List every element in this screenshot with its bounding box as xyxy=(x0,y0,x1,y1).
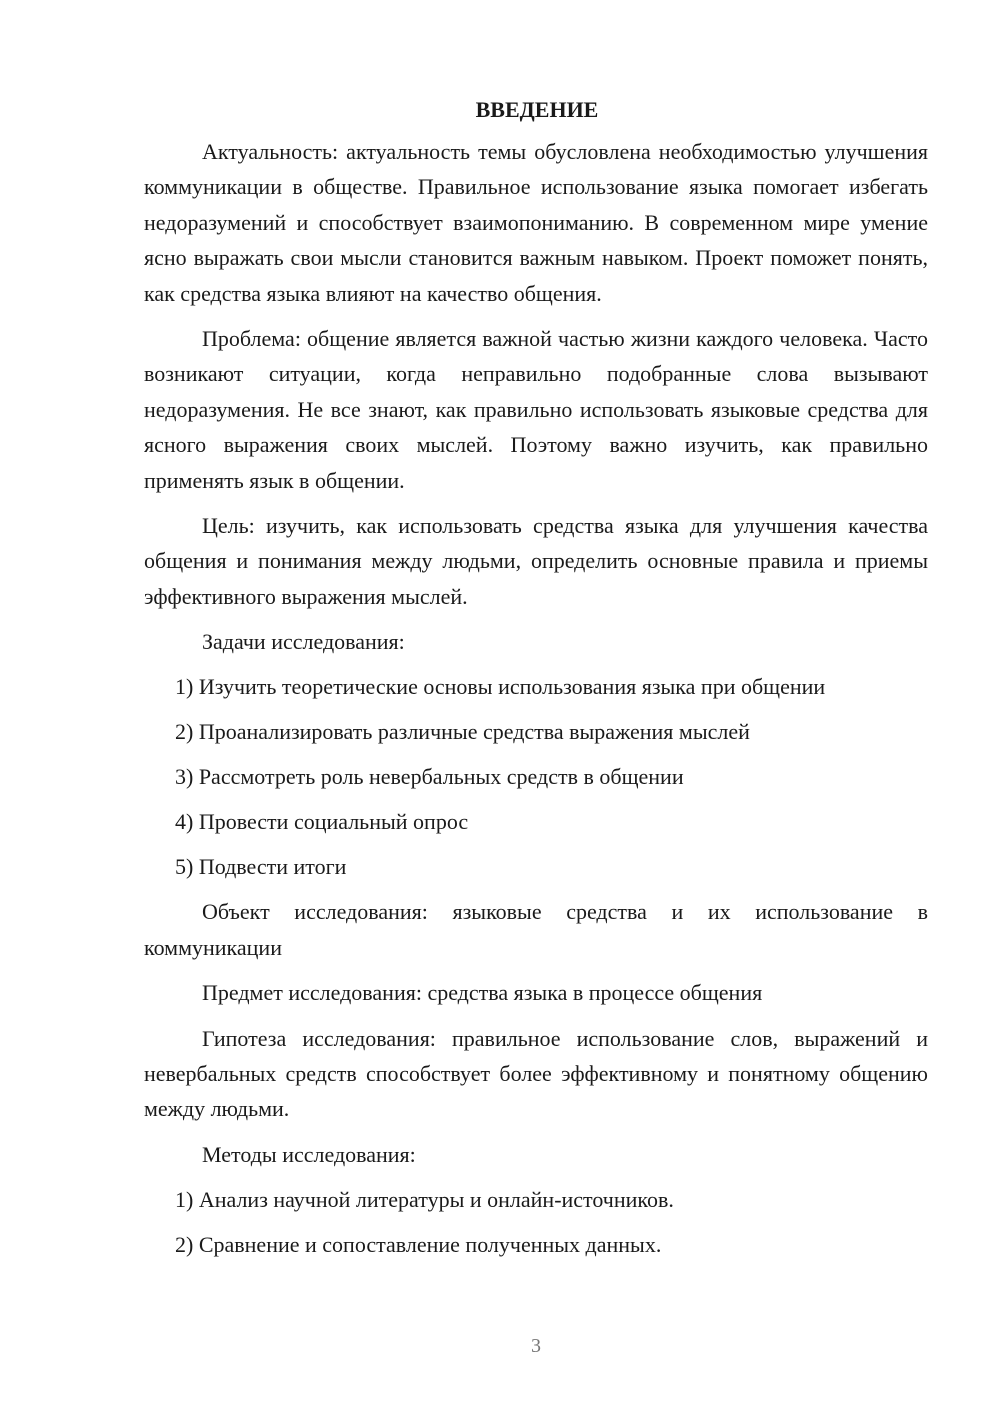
list-item: 3) Рассмотреть роль невербальных средств в общении xyxy=(175,764,684,790)
list-item: 1) Изучить теоретические основы использования языка при общении xyxy=(175,674,826,700)
page-number: 3 xyxy=(531,1335,541,1357)
list-item: 2) Сравнение и сопоставление полученных данных. xyxy=(175,1231,662,1257)
methods-heading: Методы исследования: xyxy=(202,1141,416,1167)
goal-paragraph: Цель: изучить, как использовать средства языка для улучшения качества общения и понимания между людьми, определить основные правила и приемы эффективного выражения мыслей. xyxy=(144,513,928,609)
tasks-list xyxy=(144,669,928,884)
list-item: 2) Проанализировать различные средства выражения мыслей xyxy=(175,719,750,745)
subject-paragraph: Предмет исследования: средства языка в процессе общения xyxy=(202,980,763,1006)
list-item: 5) Подвести итоги xyxy=(175,854,347,880)
document-page xyxy=(144,92,928,1272)
relevance-paragraph: Актуальность: актуальность темы обусловлена необходимостью улучшения коммуникации в обществе. Правильное использование языка помогает избегать недоразумений и способствует взаимопониманию. В современном мире умение ясно выражать свои мысли становится важным навыком. Проект поможет понять, как средства языка влияют на качество общения. xyxy=(144,139,928,306)
object-paragraph: Объект исследования: языковые средства и их использование в коммуникации xyxy=(144,899,928,960)
page-title: ВВЕДЕНИЕ xyxy=(475,97,599,122)
hypothesis-paragraph: Гипотеза исследования: правильное использование слов, выражений и невербальных средств способствует более эффективному и понятному общению между людьми. xyxy=(144,1025,928,1122)
tasks-heading: Задачи исследования: xyxy=(202,629,405,655)
problem-paragraph: Проблема: общение является важной частью жизни каждого человека. Часто возникают ситуации, когда неправильно подобранные слова вызывают недоразумения. Не все знают, как правильно использовать языковые средства для ясного выражения своих мыслей. Поэтому важно изучить, как правильно применять язык в общении. xyxy=(144,326,928,493)
list-item: 4) Провести социальный опрос xyxy=(175,809,469,835)
list-item: 1) Анализ научной литературы и онлайн-источников. xyxy=(175,1186,674,1212)
methods-list xyxy=(144,1182,928,1262)
